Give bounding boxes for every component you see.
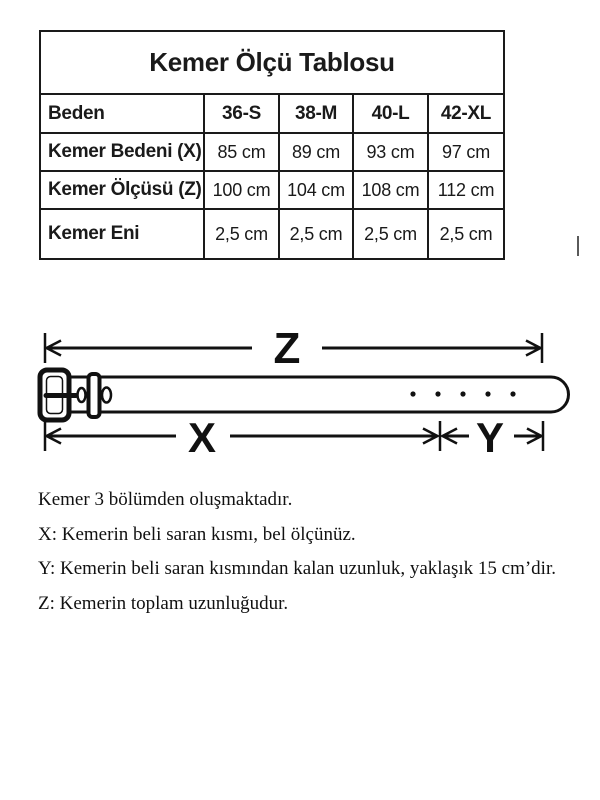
cell-value: 2,5 cm <box>204 209 279 259</box>
belt-eyelet <box>78 388 86 402</box>
row-label-kemer-bedeni: Kemer Bedeni (X) <box>40 133 204 171</box>
cell-value: 89 cm <box>279 133 353 171</box>
note-line: Kemer 3 bölümden oluşmaktadır. <box>38 489 293 510</box>
note-line: X: Kemerin beli saran kısmı, bel ölçünüz. <box>38 523 356 545</box>
table-row <box>40 209 504 259</box>
cell-value: 2,5 cm <box>279 209 353 259</box>
table-title-row <box>40 31 504 94</box>
header-beden: Beden <box>40 94 204 133</box>
notes-block <box>38 483 583 621</box>
cell-value: 104 cm <box>279 171 353 209</box>
cell-value: 2,5 cm <box>353 209 428 259</box>
table-title: Kemer Ölçü Tablosu <box>40 31 504 94</box>
note-line: Y: Kemerin beli saran kısmından kalan uzunluk, yaklaşık 15 cm’dir. <box>38 558 556 579</box>
belt-strap <box>67 377 569 412</box>
cell-value: 93 cm <box>353 133 428 171</box>
header-size-38m: 38-M <box>279 94 353 133</box>
cell-value: 97 cm <box>428 133 504 171</box>
z-label: Z <box>273 324 301 373</box>
table-row <box>40 171 504 209</box>
cell-value: 112 cm <box>428 171 504 209</box>
x-label: X <box>187 414 217 461</box>
belt-diagram <box>0 320 600 470</box>
cell-value: 85 cm <box>204 133 279 171</box>
belt-keeper <box>89 374 100 417</box>
cell-value: 2,5 cm <box>428 209 504 259</box>
header-size-36s: 36-S <box>204 94 279 133</box>
header-size-42xl: 42-XL <box>428 94 504 133</box>
belt-size-table <box>39 30 505 260</box>
header-size-40l: 40-L <box>353 94 428 133</box>
table-row <box>40 133 504 171</box>
row-label-kemer-olcusu: Kemer Ölçüsü (Z) <box>40 171 204 209</box>
y-label: Y <box>475 414 505 461</box>
cell-value: 100 cm <box>204 171 279 209</box>
belt-buckle <box>40 370 76 420</box>
row-label-kemer-eni: Kemer Eni <box>40 209 204 259</box>
x-dimension-arrow <box>45 421 440 451</box>
scrollbar-fragment <box>577 236 579 256</box>
cell-value: 108 cm <box>353 171 428 209</box>
belt-illustration <box>40 370 569 420</box>
table-header-row <box>40 94 504 133</box>
note-line: Z: Kemerin toplam uzunluğudur. <box>38 592 289 614</box>
belt-eyelet <box>102 388 111 403</box>
